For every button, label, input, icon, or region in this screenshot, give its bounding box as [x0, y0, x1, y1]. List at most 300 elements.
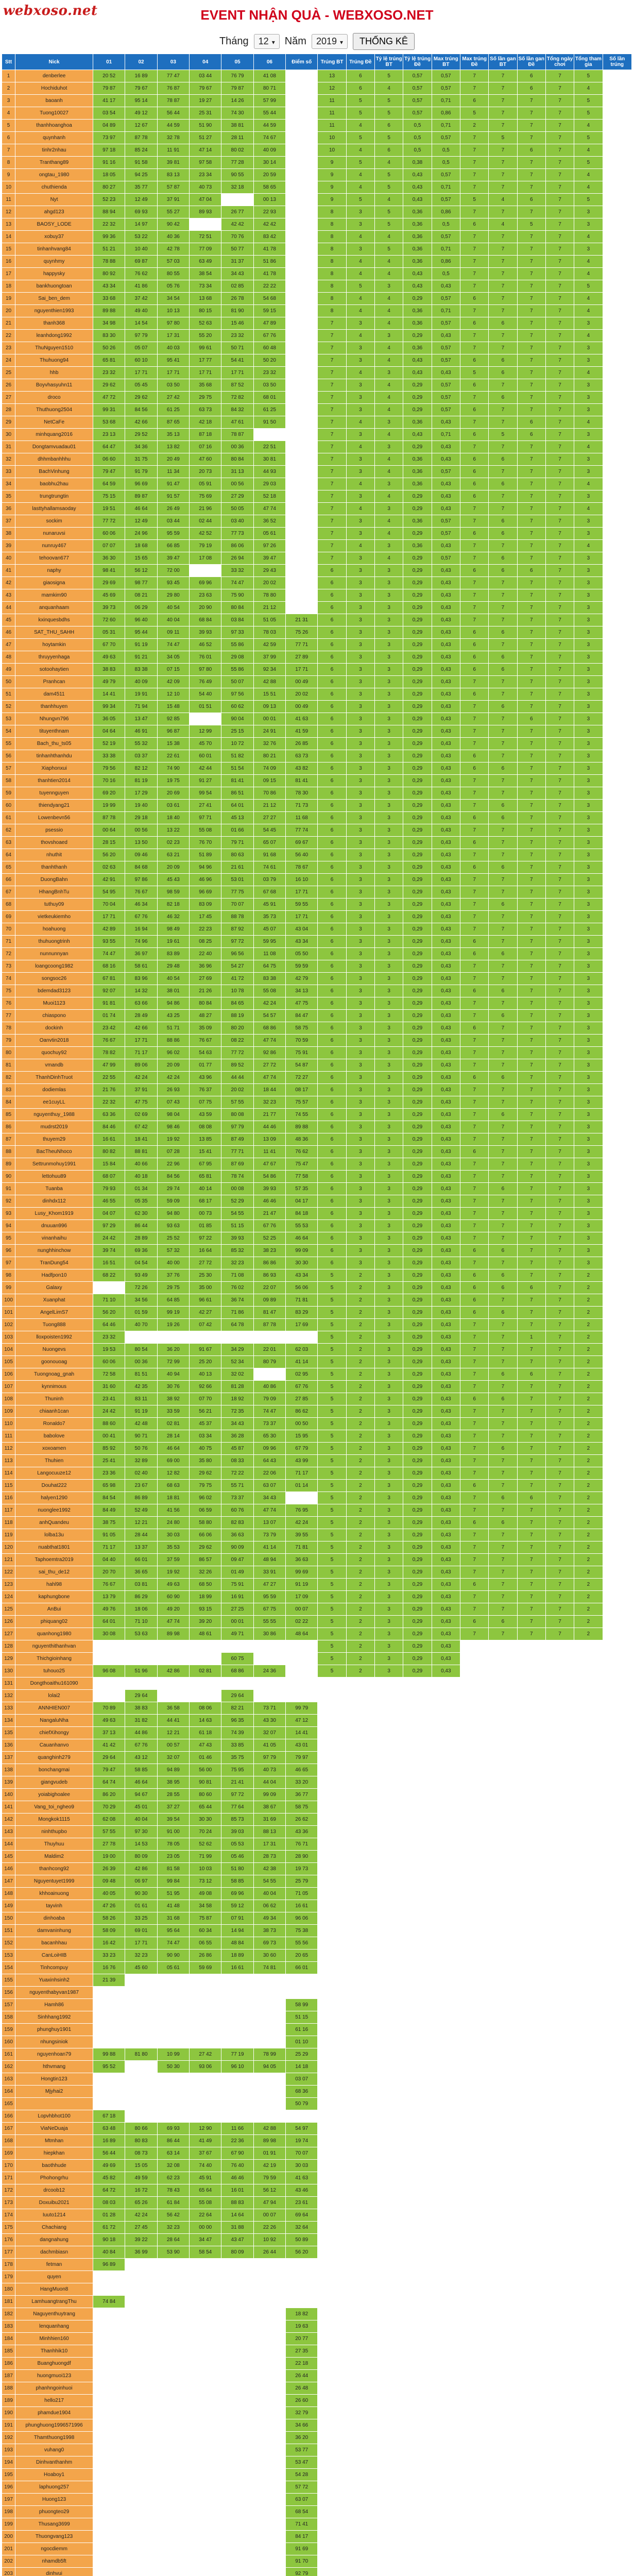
player-nick[interactable]: BachVinhung	[15, 466, 93, 478]
stat-cell	[574, 2481, 603, 2494]
stat-cell: 0,29	[403, 293, 432, 305]
player-nick[interactable]: Lusy_Khom1919	[15, 1208, 93, 1220]
player-nick[interactable]: giangvudeb	[15, 1776, 93, 1789]
table-row	[2, 1838, 632, 1851]
player-nick[interactable]: Tuong888	[15, 1319, 93, 1331]
player-nick[interactable]: happysky	[15, 268, 93, 280]
stat-cell	[517, 2086, 545, 2098]
player-nick[interactable]: xobuy37	[15, 231, 93, 243]
player-nick[interactable]: huongmuoi123	[15, 2370, 93, 2382]
player-nick[interactable]: hhb	[15, 367, 93, 379]
player-nick[interactable]: hoytamkin	[15, 639, 93, 651]
stat-cell: 8	[318, 231, 346, 243]
player-nick[interactable]: nuonglee1992	[15, 1504, 93, 1517]
stat-cell: 7	[545, 1171, 574, 1183]
player-nick[interactable]: phuongteo29	[15, 2506, 93, 2518]
site-logo[interactable]: webxoso.net	[3, 3, 98, 19]
player-nick[interactable]: thovshoaed	[15, 837, 93, 849]
stat-cell	[375, 1801, 403, 1814]
player-nick[interactable]: leanhdong1992	[15, 330, 93, 342]
player-nick[interactable]: Xiaphonxui	[15, 762, 93, 775]
player-nick[interactable]: bdemdad3123	[15, 985, 93, 997]
player-nick[interactable]: nguyenthien1993	[15, 305, 93, 317]
player-nick[interactable]: lolai2	[15, 1690, 93, 1702]
player-nick[interactable]: vuhang0	[15, 2444, 93, 2456]
player-nick[interactable]: AnBui	[15, 1603, 93, 1616]
pick-cell	[125, 2469, 157, 2481]
player-nick[interactable]: vinanhaihu	[15, 1232, 93, 1245]
pick-cell	[286, 453, 318, 466]
player-nick[interactable]: baothhude	[15, 2160, 93, 2172]
player-nick[interactable]: Chachiang	[15, 2222, 93, 2234]
player-nick[interactable]: tinhanhthanhdu	[15, 750, 93, 762]
player-nick[interactable]: nuabthat1801	[15, 1541, 93, 1554]
player-nick[interactable]: Settrunmohuy1991	[15, 1158, 93, 1171]
player-nick[interactable]: thanhhoanghoa	[15, 120, 93, 132]
player-nick[interactable]: Sinhhang1992	[15, 2011, 93, 2024]
player-nick[interactable]: tinhanhvang84	[15, 243, 93, 256]
pick-cell: 43 01	[286, 1739, 318, 1752]
player-nick[interactable]: phamdue1904	[15, 2407, 93, 2419]
stat-cell: 7	[517, 1591, 545, 1603]
stat-cell: 7	[545, 1467, 574, 1480]
player-nick[interactable]: Boyvhasyuhn11	[15, 379, 93, 392]
player-nick[interactable]: Thuninh	[15, 1393, 93, 1405]
player-nick[interactable]: dinhoaba	[15, 1912, 93, 1925]
stat-cell: 1	[517, 1331, 545, 1344]
player-nick[interactable]: dinhdx112	[15, 1195, 93, 1208]
player-nick[interactable]: quanhong1980	[15, 1628, 93, 1640]
player-nick[interactable]: Tuongnoag_gnah	[15, 1368, 93, 1381]
player-nick[interactable]: khhoainuong	[15, 1888, 93, 1900]
player-nick[interactable]: hthvmang	[15, 2061, 93, 2073]
player-nick[interactable]: lenquanhang	[15, 2320, 93, 2333]
player-nick[interactable]: NangaluNha	[15, 1715, 93, 1727]
player-nick[interactable]: ngocdiemm	[15, 2543, 93, 2555]
table-row	[2, 1987, 632, 1999]
player-nick[interactable]: Muoi1123	[15, 997, 93, 1010]
player-nick[interactable]: HhangBnhTu	[15, 886, 93, 899]
player-nick[interactable]: goonouoag	[15, 1356, 93, 1368]
player-nick[interactable]: tuthuy09	[15, 899, 93, 911]
player-nick[interactable]: ANNHIEN007	[15, 1702, 93, 1715]
stat-cell	[489, 1752, 517, 1764]
stat-cell: 7	[460, 132, 488, 144]
player-nick[interactable]: denberlee	[15, 70, 93, 82]
player-nick[interactable]: Tinhcompuy	[15, 1962, 93, 1974]
player-nick[interactable]: BacTheuNhoco	[15, 1146, 93, 1158]
stat-cell	[545, 1863, 574, 1875]
player-nick[interactable]: lasttyhallamsaoday	[15, 503, 93, 515]
player-nick[interactable]: DuongBahn	[15, 874, 93, 886]
player-nick[interactable]: Taphoemtra2019	[15, 1554, 93, 1566]
player-nick[interactable]: vietkeukiemho	[15, 911, 93, 923]
stat-cell: 4	[375, 528, 403, 540]
player-nick[interactable]: kxinquesbdhs	[15, 614, 93, 626]
player-nick[interactable]: Hadfpon10	[15, 1269, 93, 1282]
player-nick[interactable]: nhamdb5ft	[15, 2555, 93, 2568]
player-nick[interactable]: thanhthanh	[15, 861, 93, 874]
pick-cell: 79 67	[125, 82, 157, 95]
stat-cell	[375, 1987, 403, 1999]
player-nick[interactable]: dam4511	[15, 688, 93, 701]
stat-cell	[603, 837, 631, 849]
player-nick[interactable]: Sai_ben_dem	[15, 293, 93, 305]
player-nick[interactable]: Mongkok1115	[15, 1814, 93, 1826]
player-nick[interactable]: AngelLimS7	[15, 1307, 93, 1319]
pick-cell	[286, 1653, 318, 1665]
pick-cell: 45 13	[221, 812, 253, 824]
player-nick[interactable]: phanhngoinhuoi	[15, 2382, 93, 2395]
player-nick[interactable]: ninhthupbo	[15, 1826, 93, 1838]
player-nick[interactable]: hahl98	[15, 1579, 93, 1591]
stat-cell	[603, 1851, 631, 1863]
player-nick[interactable]: psessio	[15, 824, 93, 837]
player-nick[interactable]: Thuongvang123	[15, 2531, 93, 2543]
stat-cell: 0,57	[432, 379, 460, 392]
stat-cell: 0,29	[403, 503, 432, 515]
stat-cell: 7	[545, 664, 574, 676]
stat-cell: 3	[574, 1047, 603, 1059]
pick-cell: 07 07	[93, 540, 125, 552]
player-nick[interactable]: Tuanba	[15, 1183, 93, 1195]
player-nick[interactable]: Naguyenthuytrang	[15, 2308, 93, 2320]
statistics-button[interactable]: THỐNG KÊ	[353, 33, 415, 50]
stat-cell: 0,43	[432, 1430, 460, 1443]
player-nick[interactable]: BAOSY_LODE	[15, 218, 93, 231]
player-nick[interactable]: phunghuy1901	[15, 2024, 93, 2036]
player-nick[interactable]: tuyennguyen	[15, 787, 93, 800]
table-row	[2, 1888, 632, 1900]
player-nick[interactable]: TranDung54	[15, 1257, 93, 1269]
player-nick[interactable]: Thuhuong94	[15, 354, 93, 367]
player-nick[interactable]: hello217	[15, 2395, 93, 2407]
player-nick[interactable]: Thuyhuu	[15, 1838, 93, 1851]
player-nick[interactable]: Nguyentuyet1999	[15, 1875, 93, 1888]
player-nick[interactable]: chiefXihongy	[15, 1727, 93, 1739]
pick-cell	[125, 1640, 157, 1653]
player-nick[interactable]: Hoaboy1	[15, 2469, 93, 2481]
player-nick[interactable]: ThuNguyen1510	[15, 342, 93, 354]
pick-cell: 62 30	[125, 1208, 157, 1220]
player-nick[interactable]: phunghuong1996571996	[15, 2419, 93, 2432]
player-nick[interactable]: tuhouo25	[15, 1665, 93, 1677]
player-nick[interactable]: thruyyenhaga	[15, 651, 93, 664]
player-nick[interactable]: ahgd123	[15, 206, 93, 218]
player-nick[interactable]: anquanhaam	[15, 602, 93, 614]
pick-cell: 76 37	[190, 1084, 221, 1096]
player-nick[interactable]: damvaninhung	[15, 1925, 93, 1937]
pick-cell: 08 73	[125, 2147, 157, 2160]
pick-cell	[125, 1974, 157, 1987]
player-nick[interactable]: quochuy92	[15, 1047, 93, 1059]
player-nick[interactable]: fetman	[15, 2259, 93, 2271]
player-nick[interactable]: Oanvtin2018	[15, 1035, 93, 1047]
player-nick[interactable]: thuhuongtrinh	[15, 936, 93, 948]
stat-cell	[603, 243, 631, 256]
pick-cell	[190, 2098, 221, 2110]
player-nick[interactable]: Langocuuze12	[15, 1467, 93, 1480]
player-nick[interactable]: Dongtamvuadau01	[15, 441, 93, 453]
player-nick[interactable]: thanhtien2014	[15, 775, 93, 787]
player-nick[interactable]: giaosigna	[15, 577, 93, 589]
player-nick[interactable]: Thamthuong1998	[15, 2432, 93, 2444]
pick-cell: 37 13	[93, 1727, 125, 1739]
player-nick[interactable]: babolove	[15, 1430, 93, 1443]
player-nick[interactable]: bacanhhau	[15, 1937, 93, 1950]
row-index: 17	[2, 268, 15, 280]
stat-cell	[545, 1925, 574, 1937]
player-nick[interactable]: Thanhhik10	[15, 2345, 93, 2358]
pick-cell	[93, 2011, 125, 2024]
player-nick[interactable]: quyen	[15, 2271, 93, 2283]
stat-cell	[318, 2555, 346, 2568]
player-nick[interactable]: lolba13u	[15, 1529, 93, 1541]
player-nick[interactable]: hiepkhan	[15, 2147, 93, 2160]
player-nick[interactable]: quanghinh279	[15, 1752, 93, 1764]
player-nick[interactable]: chiaanh1can	[15, 1405, 93, 1418]
player-nick[interactable]: dnuuan996	[15, 1220, 93, 1232]
stat-cell: 7	[318, 478, 346, 490]
player-nick[interactable]: tehoovan677	[15, 552, 93, 565]
player-nick[interactable]: baobhu2hau	[15, 478, 93, 490]
player-nick[interactable]: Pranhcan	[15, 676, 93, 688]
table-row	[2, 2506, 632, 2518]
stat-cell: 0,29	[403, 1146, 432, 1158]
pick-cell: 96 10	[221, 2061, 253, 2073]
stat-cell	[603, 2481, 631, 2494]
player-nick[interactable]: hoahuong	[15, 923, 93, 936]
row-index: 38	[2, 528, 15, 540]
player-nick[interactable]: thiendyang21	[15, 800, 93, 812]
player-nick[interactable]: ee1cuyLL	[15, 1096, 93, 1109]
player-nick[interactable]: thanhcong92	[15, 1863, 93, 1875]
player-nick[interactable]: nunruy467	[15, 540, 93, 552]
player-nick[interactable]: trungtrungtin	[15, 490, 93, 503]
player-nick[interactable]: Hongtin123	[15, 2073, 93, 2086]
player-nick[interactable]: phiquang02	[15, 1616, 93, 1628]
player-nick[interactable]: sockim	[15, 515, 93, 528]
player-nick[interactable]: tinhr2nhau	[15, 144, 93, 157]
player-nick[interactable]: Vang_toi_ngheo9	[15, 1801, 93, 1814]
player-nick[interactable]: quynhanh	[15, 132, 93, 144]
row-index: 198	[2, 2506, 15, 2518]
player-nick[interactable]: nunnunnyan	[15, 948, 93, 960]
player-nick[interactable]: Mtmhan	[15, 2135, 93, 2147]
month-select[interactable]	[254, 34, 280, 49]
pick-cell: 37 67	[190, 2147, 221, 2160]
player-nick[interactable]: xoxoamen	[15, 1443, 93, 1455]
player-nick[interactable]: nhungsiniok	[15, 2036, 93, 2048]
stat-cell	[489, 2110, 517, 2123]
player-nick[interactable]: thanh368	[15, 317, 93, 330]
player-nick[interactable]: nguyenthuy_1988	[15, 1109, 93, 1121]
player-nick[interactable]: yoiabighoalee	[15, 1789, 93, 1801]
player-nick[interactable]: drcoob12	[15, 2184, 93, 2197]
player-nick[interactable]: Minhhien160	[15, 2333, 93, 2345]
player-nick[interactable]: Tranthang89	[15, 157, 93, 169]
player-nick[interactable]: bankhuongtoan	[15, 280, 93, 293]
stat-cell	[603, 70, 631, 82]
pick-cell: 39 22	[125, 2234, 157, 2246]
player-nick[interactable]: Buanghuongdf	[15, 2358, 93, 2370]
player-nick[interactable]: Lowenbevn56	[15, 812, 93, 824]
stat-cell	[603, 2222, 631, 2234]
pick-cell	[157, 2308, 189, 2320]
pick-cell: 09 89	[253, 1294, 285, 1307]
player-nick[interactable]: Yuaxinhsinh2	[15, 1974, 93, 1987]
stat-cell	[432, 1925, 460, 1937]
player-nick[interactable]: nguyenthabyvan1987	[15, 1987, 93, 1999]
row-index: 162	[2, 2061, 15, 2073]
player-nick[interactable]: chiaspono	[15, 1010, 93, 1022]
player-nick[interactable]: minhquang2016	[15, 429, 93, 441]
player-nick[interactable]: halyen1290	[15, 1492, 93, 1504]
player-nick[interactable]: tayvinh	[15, 1900, 93, 1912]
player-nick[interactable]: mudrst2019	[15, 1121, 93, 1133]
pick-cell: 03 50	[253, 379, 285, 392]
player-nick[interactable]: Nhungvn796	[15, 713, 93, 725]
table-row	[2, 354, 632, 367]
player-nick[interactable]: loangcoong1982	[15, 960, 93, 973]
stat-cell	[432, 1999, 460, 2011]
player-nick[interactable]: Maldim2	[15, 1851, 93, 1863]
player-nick[interactable]: Xuanphat	[15, 1294, 93, 1307]
year-select[interactable]	[312, 34, 348, 49]
player-nick[interactable]: sotoohaytien	[15, 664, 93, 676]
player-nick[interactable]: mamkim90	[15, 589, 93, 602]
player-nick[interactable]: tituyenthnam	[15, 725, 93, 738]
pick-cell: 32 02	[221, 1368, 253, 1381]
stat-cell	[603, 1789, 631, 1801]
player-nick[interactable]: Iuuto1214	[15, 2209, 93, 2222]
player-nick[interactable]: Hochiduhot	[15, 82, 93, 95]
player-nick[interactable]: quynhmy	[15, 256, 93, 268]
player-nick[interactable]: Ronaldo7	[15, 1418, 93, 1430]
pick-cell: 40 36	[157, 231, 189, 243]
player-nick[interactable]: LamhuangtrangThu	[15, 2296, 93, 2308]
player-nick[interactable]: nguyenthithanhvan	[15, 1640, 93, 1653]
stat-cell	[603, 1393, 631, 1405]
pick-cell: 41 14	[253, 1541, 285, 1554]
player-nick[interactable]: Thusang3699	[15, 2518, 93, 2531]
stat-cell: 2	[346, 1616, 374, 1628]
pick-cell: 47 67	[253, 1158, 285, 1171]
player-nick[interactable]: Nuongevs	[15, 1344, 93, 1356]
player-nick[interactable]: laphuong257	[15, 2481, 93, 2494]
stat-cell	[432, 1826, 460, 1838]
stat-cell: 5	[318, 1591, 346, 1603]
player-nick[interactable]: ViaNeDuaja	[15, 2123, 93, 2135]
player-nick[interactable]: HangMuon8	[15, 2283, 93, 2296]
player-nick[interactable]: dodiemlas	[15, 1084, 93, 1096]
player-nick[interactable]: chuthienda	[15, 181, 93, 194]
stat-cell	[603, 2407, 631, 2419]
player-nick[interactable]: dinhvui	[15, 2568, 93, 2576]
player-nick[interactable]: nhuthit	[15, 849, 93, 861]
stat-cell: 2	[460, 120, 488, 132]
row-index: 108	[2, 1393, 15, 1405]
player-nick[interactable]: thanhhuyen	[15, 701, 93, 713]
stat-cell: 2	[574, 1418, 603, 1430]
player-nick[interactable]: dachmbiasn	[15, 2246, 93, 2259]
player-nick[interactable]: Thichgioinhang	[15, 1653, 93, 1665]
stat-cell: 7	[545, 218, 574, 231]
pick-cell	[93, 1282, 125, 1294]
player-nick[interactable]: Cauanhanvo	[15, 1739, 93, 1752]
player-nick[interactable]: nunaruvsi	[15, 528, 93, 540]
player-nick[interactable]: Tuong10027	[15, 107, 93, 120]
player-nick[interactable]: kaphungbone	[15, 1591, 93, 1603]
player-nick[interactable]: Phohongrhu	[15, 2172, 93, 2184]
player-nick[interactable]: kynnimous	[15, 1381, 93, 1393]
stat-cell: 3	[375, 577, 403, 589]
player-nick[interactable]: vmandb	[15, 1059, 93, 1072]
player-nick[interactable]: ongtau_1980	[15, 169, 93, 181]
player-nick[interactable]: lettohuu89	[15, 1171, 93, 1183]
player-nick[interactable]: droco	[15, 392, 93, 404]
player-nick[interactable]: Huong123	[15, 2494, 93, 2506]
player-nick[interactable]: ThanhDinhTruot	[15, 1072, 93, 1084]
player-nick[interactable]: Mjyhai2	[15, 2086, 93, 2098]
player-nick[interactable]: Douhat222	[15, 1480, 93, 1492]
player-nick[interactable]: Doxuibu2021	[15, 2197, 93, 2209]
player-nick[interactable]: Thuhien	[15, 1455, 93, 1467]
pick-cell: 40 54	[157, 973, 189, 985]
player-nick[interactable]: SAT_THU_SAHH	[15, 626, 93, 639]
player-nick[interactable]: Hamh86	[15, 1999, 93, 2011]
player-nick[interactable]: dhhmbanhhhu	[15, 453, 93, 466]
player-nick[interactable]: Galaxy	[15, 1282, 93, 1294]
player-nick[interactable]: Bach_thu_ts05	[15, 738, 93, 750]
player-nick[interactable]: lloxpoisten1992	[15, 1331, 93, 1344]
stat-cell: 7	[545, 1195, 574, 1208]
player-nick[interactable]: thuyem29	[15, 1133, 93, 1146]
stat-cell: 3	[375, 1541, 403, 1554]
player-nick[interactable]: Dinhvanthanhm	[15, 2456, 93, 2469]
player-nick[interactable]: dangnahung	[15, 2234, 93, 2246]
player-nick[interactable]: bonchangmai	[15, 1764, 93, 1776]
player-nick[interactable]: Thuthuong2504	[15, 404, 93, 416]
pick-cell: 41 63	[286, 2172, 318, 2184]
stat-cell	[318, 1838, 346, 1851]
player-nick[interactable]: Dongthoaithu161090	[15, 1677, 93, 1690]
player-nick[interactable]: Lopvhbhot100	[15, 2110, 93, 2123]
stat-cell: 0,43	[432, 1405, 460, 1418]
pick-cell: 49 79	[93, 676, 125, 688]
column-header: Stt	[2, 54, 15, 70]
player-nick[interactable]: naphy	[15, 565, 93, 577]
player-nick[interactable]: anhQuandeu	[15, 1517, 93, 1529]
player-nick[interactable]: dockinh	[15, 1022, 93, 1035]
player-nick[interactable]: Nyt	[15, 194, 93, 206]
row-index: 168	[2, 2135, 15, 2147]
table-row	[2, 95, 632, 107]
stat-cell: 0,29	[403, 1492, 432, 1504]
player-nick[interactable]: nunghhinchow	[15, 1245, 93, 1257]
pick-cell	[125, 1331, 157, 1344]
player-nick[interactable]: sai_thu_de12	[15, 1566, 93, 1579]
stat-cell	[545, 2147, 574, 2160]
player-nick[interactable]: NetCaFe	[15, 416, 93, 429]
player-nick[interactable]	[15, 2098, 93, 2110]
stat-cell: 0,29	[403, 1603, 432, 1616]
player-nick[interactable]: songsoc26	[15, 973, 93, 985]
player-nick[interactable]: baoanh	[15, 95, 93, 107]
player-nick[interactable]: CanLoiHIB	[15, 1950, 93, 1962]
player-nick[interactable]: nguyenhoan79	[15, 2048, 93, 2061]
pick-cell	[221, 2506, 253, 2518]
